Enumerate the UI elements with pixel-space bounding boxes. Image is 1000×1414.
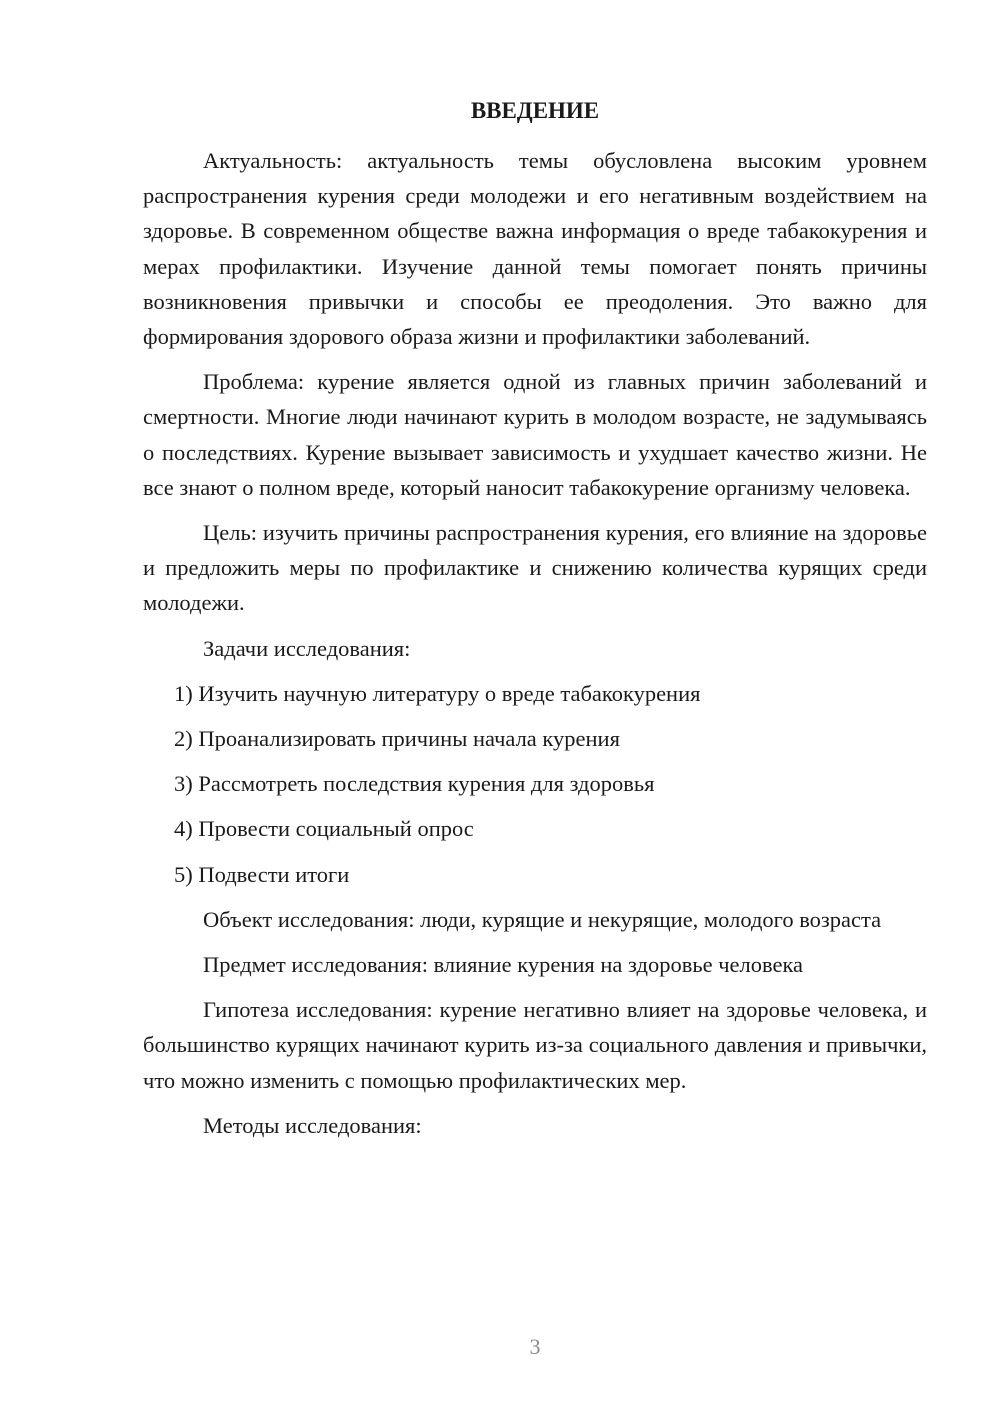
list-item: 2) Проанализировать причины начала курения [174, 726, 620, 752]
subject-paragraph: Предмет исследования: влияние курения на здоровье человека [203, 952, 804, 978]
document-page [143, 0, 927, 1414]
object-paragraph: Объект исследования: люди, курящие и некурящие, молодого возраста [203, 906, 882, 932]
page-title: ВВЕДЕНИЕ [470, 98, 600, 123]
hypothesis-paragraph: Гипотеза исследования: курение негативно влияет на здоровье человека, и большинство курящих начинают курить из-за социального давления и привычки, что можно изменить с помощью профилактических мер. [143, 997, 927, 1093]
relevance-paragraph: Актуальность: актуальность темы обусловлена высоким уровнем распространения курения среди молодежи и его негативным воздействием на здоровье. В современном обществе важна информация о вреде табакокурения и мерах профилактики. Изучение данной темы помогает понять причины возникновения привычки и способы ее преодоления. Это важно для формирования здорового образа жизни и профилактики заболеваний. [143, 148, 927, 350]
document-body [143, 143, 927, 1153]
list-item: 3) Рассмотреть последствия курения для здоровья [174, 771, 655, 797]
tasks-heading: Задачи исследования: [203, 635, 411, 661]
list-item: 5) Подвести итоги [174, 861, 350, 887]
list-item: 1) Изучить научную литературу о вреде табакокурения [174, 680, 701, 706]
goal-paragraph: Цель: изучить причины распространения курения, его влияние на здоровье и предложить меры по профилактике и снижению количества курящих среди молодежи. [143, 520, 927, 616]
methods-heading: Методы исследования: [203, 1112, 422, 1138]
page-number: 3 [529, 1334, 541, 1359]
problem-paragraph: Проблема: курение является одной из главных причин заболеваний и смертности. Многие люди начинают курить в молодом возрасте, не задумываясь о последствиях. Курение вызывает зависимость и ухудшает качество жизни. Не все знают о полном вреде, который наносит табакокурение организму человека. [143, 369, 927, 500]
list-item: 4) Провести социальный опрос [174, 816, 474, 842]
